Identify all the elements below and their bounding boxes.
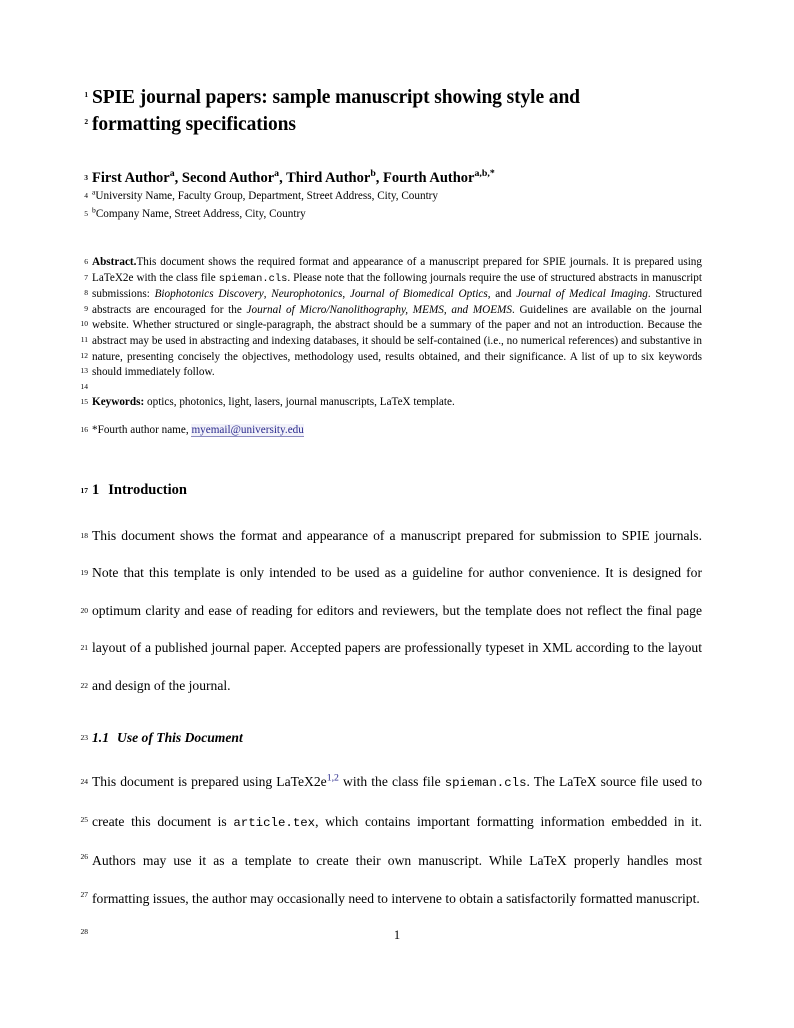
section-1-paragraph bbox=[80, 517, 702, 705]
keywords-label: Keywords: bbox=[92, 395, 145, 408]
affiliation-2-text: Company Name, Street Address, City, Country bbox=[95, 207, 306, 220]
line-number: 16 bbox=[80, 425, 88, 435]
subsection-1-1-paragraph bbox=[80, 763, 702, 937]
line-number: 13 bbox=[80, 366, 88, 376]
title-line-2: formatting specifications bbox=[92, 114, 296, 135]
abstract-text-3: . Structured abstracts are encouraged for the bbox=[92, 288, 702, 316]
line-number: 3 bbox=[84, 173, 88, 182]
line-number: 25 bbox=[80, 814, 88, 824]
line-number: 4 bbox=[84, 191, 88, 200]
line-number: 28 bbox=[80, 927, 88, 937]
line-number: 19 bbox=[80, 568, 88, 578]
abstract-sep-2: , bbox=[342, 288, 350, 301]
line-number: 23 bbox=[80, 733, 88, 743]
subsection-heading-1-1 bbox=[80, 730, 702, 746]
affiliation-1-marker: a bbox=[92, 187, 96, 197]
subsection-number-1-1: 1.1 bbox=[92, 730, 109, 746]
line-number: 20 bbox=[80, 605, 88, 615]
line-number: 12 bbox=[80, 350, 88, 360]
line-number: 5 bbox=[84, 208, 88, 218]
keywords-block bbox=[80, 395, 702, 411]
line-number: 8 bbox=[84, 288, 88, 298]
line-number: 7 bbox=[84, 272, 88, 282]
abstract-journal-5: Journal of Micro/Nanolithography, MEMS, and MOEMS bbox=[246, 303, 512, 316]
line-number: 10 bbox=[80, 319, 88, 329]
line-number: 17 bbox=[80, 485, 88, 495]
line-number: 14 bbox=[80, 381, 88, 391]
author-sep-1: , bbox=[174, 170, 182, 186]
line-number: 22 bbox=[80, 680, 88, 690]
author-list bbox=[84, 168, 702, 187]
line-number: 27 bbox=[80, 889, 88, 899]
affiliation-2 bbox=[84, 204, 702, 223]
citation-ref[interactable]: 1,2 bbox=[326, 772, 339, 784]
page-title bbox=[84, 84, 702, 138]
line-number: 21 bbox=[80, 643, 88, 653]
abstract-journal-2: Neurophotonics bbox=[271, 288, 343, 301]
corresponding-author bbox=[80, 423, 702, 439]
email-link[interactable]: myemail@university.edu bbox=[191, 424, 304, 437]
title-line-1: SPIE journal papers: sample manuscript showing style and bbox=[92, 87, 580, 108]
line-number: 15 bbox=[80, 396, 88, 406]
author-1: First Author$^a$ bbox=[92, 168, 175, 186]
author-4-affil-marker: a,b,* bbox=[474, 168, 495, 180]
abstract-text-4: . Guidelines are available on the journal website. Whether structured or single-paragraph, the abstract should be a summary of the paper and not an introduction. Because the abstract may be used in abstracting and indexing databases, it should be self-contained (i.e., no numerical references) and substantive in nature, presenting concisely the objectives, methodology used, results obtained, and their significance. A list of up to six keywords should immediately follow. bbox=[92, 303, 702, 379]
line-number: 9 bbox=[84, 303, 88, 313]
section-number-1: 1 bbox=[92, 481, 100, 498]
subsec-source-file: article.tex bbox=[233, 815, 316, 830]
affiliation-2-marker: b bbox=[92, 204, 96, 214]
line-number: 18 bbox=[80, 530, 88, 540]
line-number: 11 bbox=[80, 335, 88, 344]
keywords-text: optics, photonics, light, lasers, journal manuscripts, LaTeX template. bbox=[147, 395, 455, 408]
section-heading-1 bbox=[80, 481, 702, 499]
author-3-affil-marker: b bbox=[370, 168, 376, 180]
corresponding-prefix: *Fourth author name, bbox=[92, 424, 192, 437]
abstract-text-2: . Please note that the following journals require the use of structured abstracts in manuscript submissions: bbox=[92, 271, 702, 301]
affiliation-1-text: University Name, Faculty Group, Department, Street Address, City, Country bbox=[95, 190, 439, 202]
subsec-part-4: , which contains important formatting information embedded in it. Authors may use it as a template to create their own manuscript. While LaTeX properly handles most formatting issues, the author may occasionally need to intervene to obtain a satisfactorily formatted manuscript. bbox=[92, 813, 702, 906]
author-2-affil-marker: a bbox=[274, 168, 280, 180]
subsec-part-3: . The LaTeX source file used to create this document is bbox=[92, 774, 702, 829]
abstract-sep-1: , bbox=[263, 288, 272, 301]
line-number: 1 bbox=[84, 90, 88, 99]
author-4: Fourth Author$^{a,b,*}$ bbox=[383, 168, 495, 186]
subsection-title-1-1: Use of This Document bbox=[117, 730, 243, 746]
section-title-1: Introduction bbox=[108, 481, 187, 498]
author-sep-3: , bbox=[375, 170, 384, 186]
section-1-paragraph-text: This document shows the format and appearance of a manuscript prepared for submission to SPIE journals. Note that this template is only intended to be used as a guideline for author convenience. It is designed for optimum clarity and ease of reading for editors and reviewers, but the template does not reflect the final page layout of a published journal paper. Accepted papers are professionally typeset in XML according to the layout and design of the journal. bbox=[92, 527, 702, 693]
abstract-text-1: This document shows the required format and appearance of a manuscript prepared for SPIE journals. It is prepared using LaTeX2e with the class file bbox=[92, 256, 702, 284]
subsec-part-2: with the class file bbox=[338, 774, 445, 790]
abstract-journal-1: Biophotonics Discovery bbox=[154, 288, 264, 301]
affiliation-1 bbox=[84, 187, 702, 205]
abstract-journal-4: Journal of Medical Imaging bbox=[516, 288, 648, 301]
line-number: 24 bbox=[80, 777, 88, 787]
abstract-sep-3: , and bbox=[487, 288, 517, 301]
line-number: 26 bbox=[80, 852, 88, 862]
abstract-label: Abstract. bbox=[92, 256, 137, 268]
subsec-part-1: This document is prepared using LaTeX2e bbox=[92, 774, 327, 790]
line-number: 6 bbox=[84, 257, 88, 266]
page-content bbox=[80, 84, 702, 937]
subsec-class-file: spieman.cls bbox=[444, 776, 527, 791]
abstract-class-file: spieman.cls bbox=[218, 272, 288, 285]
page-number: 1 bbox=[393, 928, 401, 942]
author-sep-2: , bbox=[279, 170, 287, 186]
author-2: Second Author$^a$ bbox=[181, 168, 280, 186]
author-3: Third Author$^b$ bbox=[286, 168, 376, 186]
abstract-journal-3: Journal of Biomedical Optics bbox=[349, 288, 488, 301]
line-number: 2 bbox=[84, 117, 88, 126]
author-1-affil-marker: a bbox=[169, 168, 175, 180]
abstract-block bbox=[80, 255, 702, 391]
